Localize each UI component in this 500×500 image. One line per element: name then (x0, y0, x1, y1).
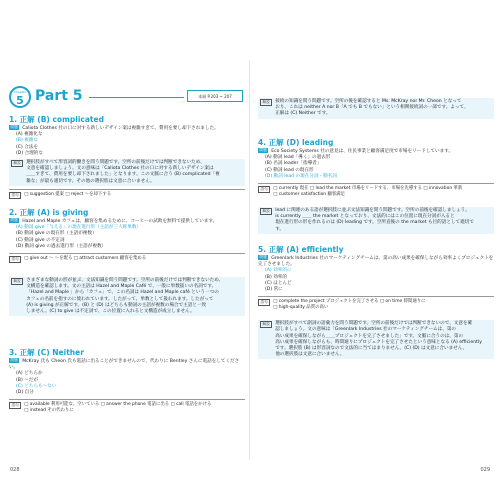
line: 文構造を確認します。文の主語は Hazel and Maple Café で、一般に単数扱いの名詞です。 (26, 284, 217, 290)
question-1 (9, 115, 245, 211)
question-3-explanation (258, 96, 494, 119)
goku-tag: 語句 (9, 192, 21, 199)
line: しません。(C) to give は不定詞で、この位置に入れると文構造が成立しません。 (26, 309, 195, 315)
option: (D) 自分 (16, 390, 34, 396)
line: ＿＿すぎて、費用を要し却下されました」となります。この文脈に合う (B) complicated「複 (26, 172, 220, 178)
explanation (9, 277, 245, 316)
option: (B) 効率的 (265, 274, 287, 280)
line: □ currently 現在 □ lead the market 市場をリードする、市場を先導する □ innovation 革新 (273, 186, 463, 192)
goku-tag: 語句 (9, 402, 21, 409)
line: □ available 利用可能な、空いている □ answer the phone 電話に出る □ call 電話をかける (24, 402, 212, 408)
translation: Greenlark Industries 社のマーケティングチームは、第の高い成果を確保しながら効率よくプロジェクトを完了させました。 (258, 256, 494, 268)
question-4 (258, 138, 494, 234)
question-3 (9, 348, 245, 421)
line: 選択肢がすべて副詞の語彙力を問う問題です。空所の前後だけでは判断できないので、文意を確 (275, 321, 473, 327)
option: (B) ～だが (16, 377, 38, 383)
line: □ customer satisfaction 顧客満足 (273, 192, 346, 198)
option: (D) 合理的な (16, 150, 43, 156)
option-correct: (D) 動詞 lead の現在分詞・動名詞 (265, 173, 337, 179)
line: is currently ＿＿ the market となっており、文法的にはこの位置に現在分詞が入ると (275, 214, 455, 220)
line: です。選択肢 (B) は形容詞なので文法的に当てはまりません。(C) (D) は文意に合いません。 (275, 346, 468, 352)
explanation (258, 207, 494, 234)
line: 高い成果を確保しながら＿＿プロジェクトを完了させました」です。文脈に合うのは、第の (275, 333, 464, 339)
option: (C) 動詞 give の不定詞 (16, 237, 65, 243)
vocab-list (273, 299, 487, 311)
line: 文意を確認しましょう。文の意味は「Caliota Clothes 社の口に対する新しいデザイン案は (26, 166, 214, 172)
option: (A) 動詞 lead「導く」の過去形 (265, 155, 331, 161)
line: 接続の知識を問う問題です。空所の後を確認すると Ms. McKray nor Mr. Cheon となって (275, 99, 462, 104)
option: (C) ほとんど (265, 280, 292, 286)
line: 選択肢がすべて形容詞的働きを問う問題です。空所の前後だけでは判断できないため、 (26, 160, 205, 166)
goku-tag: 語句 (9, 256, 21, 263)
part-badge (9, 86, 31, 108)
part-title: Part 5 (35, 88, 83, 104)
explanation-text (26, 278, 238, 315)
explanation (9, 159, 245, 186)
answer-title: 3. 正解 (C) Neither (9, 348, 84, 357)
page-reference: 本冊 P.203 ~ 207 (187, 90, 243, 102)
line: □ instead その代わりに (24, 408, 74, 414)
line: 現在進行形の形を作れるのは (D) leading です。空所直後の the market も目的語として適切で (275, 220, 474, 226)
mondai-tag: 問題 (10, 358, 18, 362)
vocab-list: □ give out ～ ～を配る □ attract customers 顧客を集める (24, 256, 147, 262)
line: 高い成果を確保しながらも、時間通りにプロジェクトを完了させたという意味となる (A) efficiently (275, 339, 482, 345)
option: (D) 常に (265, 287, 283, 293)
vocab (9, 253, 245, 275)
line: lead に関連のある語が選択肢に並ぶ文法知識を問う問題です。空所の前後を確認しましょう。 (275, 208, 470, 214)
explanation (258, 320, 494, 359)
line: 他の選択肢は文意に合いません。 (275, 352, 345, 358)
line: 正解は (C) Neither です。 (275, 111, 331, 117)
option: (C) 動詞 lead の現在形 (265, 167, 314, 173)
sentence-row (258, 255, 494, 268)
option: (B) 動詞 give の現在形（主語が複数） (16, 231, 97, 237)
right-page (250, 0, 500, 500)
answer-title: 4. 正解 (D) leading (258, 138, 334, 147)
vocab-list: □ suggestion 提案 □ reject ～を却下する (24, 191, 112, 197)
vocab (258, 183, 494, 205)
part-number: 5 (16, 94, 24, 107)
option-correct: (B) 複雑な (16, 138, 38, 144)
vocab (9, 399, 245, 421)
explanation (258, 98, 494, 119)
line: カフェの名前を指すのに使われています。したがって、単数として扱われます。したがって (26, 296, 214, 302)
option-correct: (A) 効率的に (265, 268, 292, 274)
option: (B) 名詞 leader「指導者」 (265, 161, 322, 167)
explanation-text (275, 208, 487, 233)
answer-title: 1. 正解 (B) complicated (9, 115, 104, 124)
sentence-row (9, 125, 245, 132)
translation: McKray 氏も Cheon 氏も電話に出ることができませんので、代わりに Bentley さんに電話をしてください。 (9, 359, 240, 371)
explanation-text (275, 99, 487, 118)
goku-tag: 語句 (258, 186, 270, 193)
vocab (258, 296, 494, 318)
line: す。 (275, 226, 285, 232)
answer-title: 5. 正解 (A) efficiently (258, 245, 344, 254)
line: (A) is giving が正解です。(B) と (D) はどちらも動詞の主語が複数の場合で主語と一致 (26, 302, 207, 308)
option: (A) 複雑化な (16, 132, 43, 138)
translation: Caliota Clothes 社の口に対する新しいデザイン案は複雑すぎて、費用を要し却下されました。 (22, 126, 219, 131)
page-number: 028 (10, 467, 20, 473)
question-5 (258, 245, 494, 359)
mondai-tag: 問題 (10, 218, 18, 222)
header-rule (89, 97, 184, 98)
kaisetsu-tag: 解説 (11, 278, 23, 285)
line: □ high-quality 品質の高い (273, 305, 329, 311)
kaisetsu-tag: 解説 (260, 321, 272, 328)
option: (A) どちらか (16, 371, 43, 377)
line: 認しましょう。文の意味は「Greenlark Industries 社のマーケティングチームは、第の (275, 327, 457, 333)
option: (C) 合法を (16, 144, 39, 150)
mondai-tag: 問題 (259, 255, 267, 259)
explanation-text (275, 321, 487, 358)
translation: Eco Society Systems 社の意見は、住民事業と顧客満足度で市場をリードしています。 (271, 149, 454, 154)
mondai-tag: 問題 (10, 125, 18, 129)
explanation-text (26, 160, 238, 185)
line: おり、これは neither A nor B「A でも B でもない」という相関接続詞の一部です。よって、 (275, 105, 469, 111)
translation: Hazel and Maple カフェは、顧客を集めるために、コーヒーの試飲を無料で提供しています。 (22, 219, 218, 224)
kaisetsu-tag: 解説 (260, 208, 272, 215)
page-number: 029 (480, 467, 490, 473)
kaisetsu-tag: 解説 (260, 99, 272, 106)
line: 雑な」が最も適切です。その他の選択肢は文意に合いません。 (26, 178, 155, 184)
question-2 (9, 208, 245, 316)
vocab-list (273, 186, 487, 198)
chapter-label: Chapter (14, 90, 26, 94)
answer-title: 2. 正解 (A) is giving (9, 208, 89, 217)
option-correct: (C) どちらも～ない (16, 383, 57, 389)
line: 「Hazel and Maple 」から「カフェ」で、この名詞は Hazel and Maple café という一つの (26, 290, 219, 296)
option-correct: (A) 動詞 give「与える」の現在進行形（主語が三人称単数） (16, 225, 142, 231)
line: さまざまな動詞の形が並ぶ、文法知識を問う問題です。空所の前後だけでは判断できないため、 (26, 278, 224, 284)
part-header (9, 86, 242, 108)
kaisetsu-tag: 解説 (11, 160, 23, 167)
line: □ complete the project プロジェクトを完了させる □ on time 時間通りに (273, 299, 426, 305)
goku-tag: 語句 (258, 299, 270, 306)
mondai-tag: 問題 (259, 148, 267, 152)
sentence-row (9, 358, 245, 371)
vocab-list (24, 402, 238, 414)
option: (D) 動詞 give の過去進行形（主語が複数） (16, 243, 107, 249)
